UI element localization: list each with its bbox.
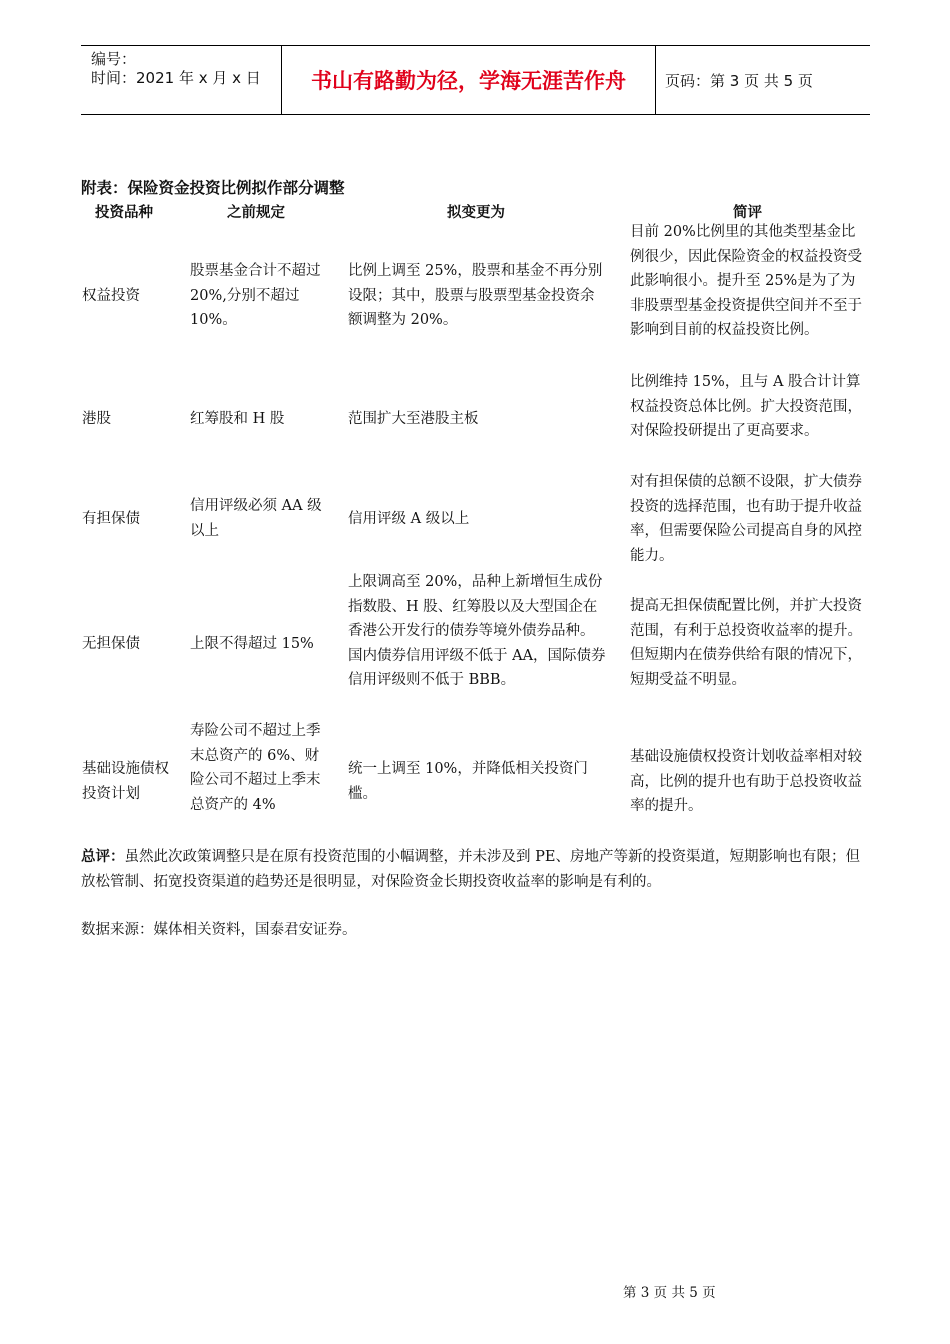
row-unsecured-comment: 提高无担保债配置比例，并扩大投资范围，有利于总投资收益率的提升。但短期内在债券供给有限的情况下，短期受益不明显。 (630, 598, 862, 688)
row-infra-type: 基础设施债权投资计划 (82, 761, 169, 802)
summary-text: 虽然此次政策调整只是在原有投资范围的小幅调整，并未涉及到 PE、房地产等新的投资渠道，短期影响也有限；但放松管制、拓宽投资渠道的趋势还是很明显，对保险资金长期投资收益率的影响是有利的。 (81, 849, 860, 890)
row-secured-before: 信用评级必须 AA 级以上 (190, 498, 322, 539)
doc-number-label: 编号： (91, 50, 137, 68)
page-header (81, 45, 870, 115)
data-source-note: 数据来源：媒体相关资料，国泰君安证券。 (81, 922, 357, 938)
doc-time-label: 时间：2021 年 x 月 x 日 (91, 69, 261, 87)
column-header-after: 拟变更为 (447, 204, 505, 221)
row-secured-type: 有担保债 (82, 511, 140, 527)
header-page-number: 页码：第 3 页 共 5 页 (665, 72, 813, 90)
row-unsecured-type: 无担保债 (82, 636, 140, 652)
row-equity-after: 比例上调至 25%，股票和基金不再分别设限；其中，股票与股票型基金投资余额调整为 20%。 (348, 263, 603, 328)
row-infra-before: 寿险公司不超过上季末总资产的 6%、财险公司不超过上季末总资产的 4% (190, 723, 321, 813)
column-header-comment: 简评 (733, 204, 762, 221)
row-secured-comment: 对有担保债的总额不设限，扩大债券投资的选择范围，也有助于提升收益率，但需要保险公司提高自身的风控能力。 (630, 474, 862, 564)
row-equity-type: 权益投资 (82, 288, 140, 304)
header-meta (81, 46, 281, 114)
header-divider-right (655, 46, 656, 114)
summary-paragraph (81, 845, 865, 894)
row-unsecured-before: 上限不得超过 15% (190, 636, 314, 652)
column-header-type: 投资品种 (95, 204, 153, 221)
row-hk-type: 港股 (82, 411, 111, 427)
row-hk-comment: 比例维持 15%，且与 A 股合计计算权益投资总体比例。扩大投资范围，对保险投研提出了更高要求。 (630, 374, 862, 439)
row-secured-after: 信用评级 A 级以上 (348, 511, 470, 527)
row-infra-after: 统一上调至 10%，并降低相关投资门槛。 (348, 761, 588, 802)
row-hk-before: 红筹股和 H 股 (190, 411, 285, 427)
summary-label: 总评： (81, 848, 125, 865)
header-motto: 书山有路勤为径，学海无涯苦作舟 (311, 69, 626, 93)
row-equity-comment: 目前 20%比例里的其他类型基金比例很少，因此保险资金的权益投资受此影响很小。提升至 25%是为了为非股票型基金投资提供空间并不至于影响到目前的权益投资比例。 (630, 224, 862, 338)
table-title: 附表：保险资金投资比例拟作部分调整 (81, 178, 345, 197)
row-infra-comment: 基础设施债权投资计划收益率相对较高，比例的提升也有助于总投资收益率的提升。 (630, 749, 862, 814)
row-hk-after: 范围扩大至港股主板 (348, 411, 479, 427)
row-equity-before: 股票基金合计不超过 20%,分别不超过 10%。 (190, 263, 321, 328)
page-footer: 第 3 页 共 5 页 (623, 1285, 716, 1301)
row-unsecured-after: 上限调高至 20%，品种上新增恒生成份指数股、H 股、红筹股以及大型国企在香港公开发行的债券等境外债券品种。国内债券信用评级不低于 AA，国际债券信用评级则不低于 BBB。 (348, 574, 606, 688)
column-header-before: 之前规定 (227, 204, 285, 221)
